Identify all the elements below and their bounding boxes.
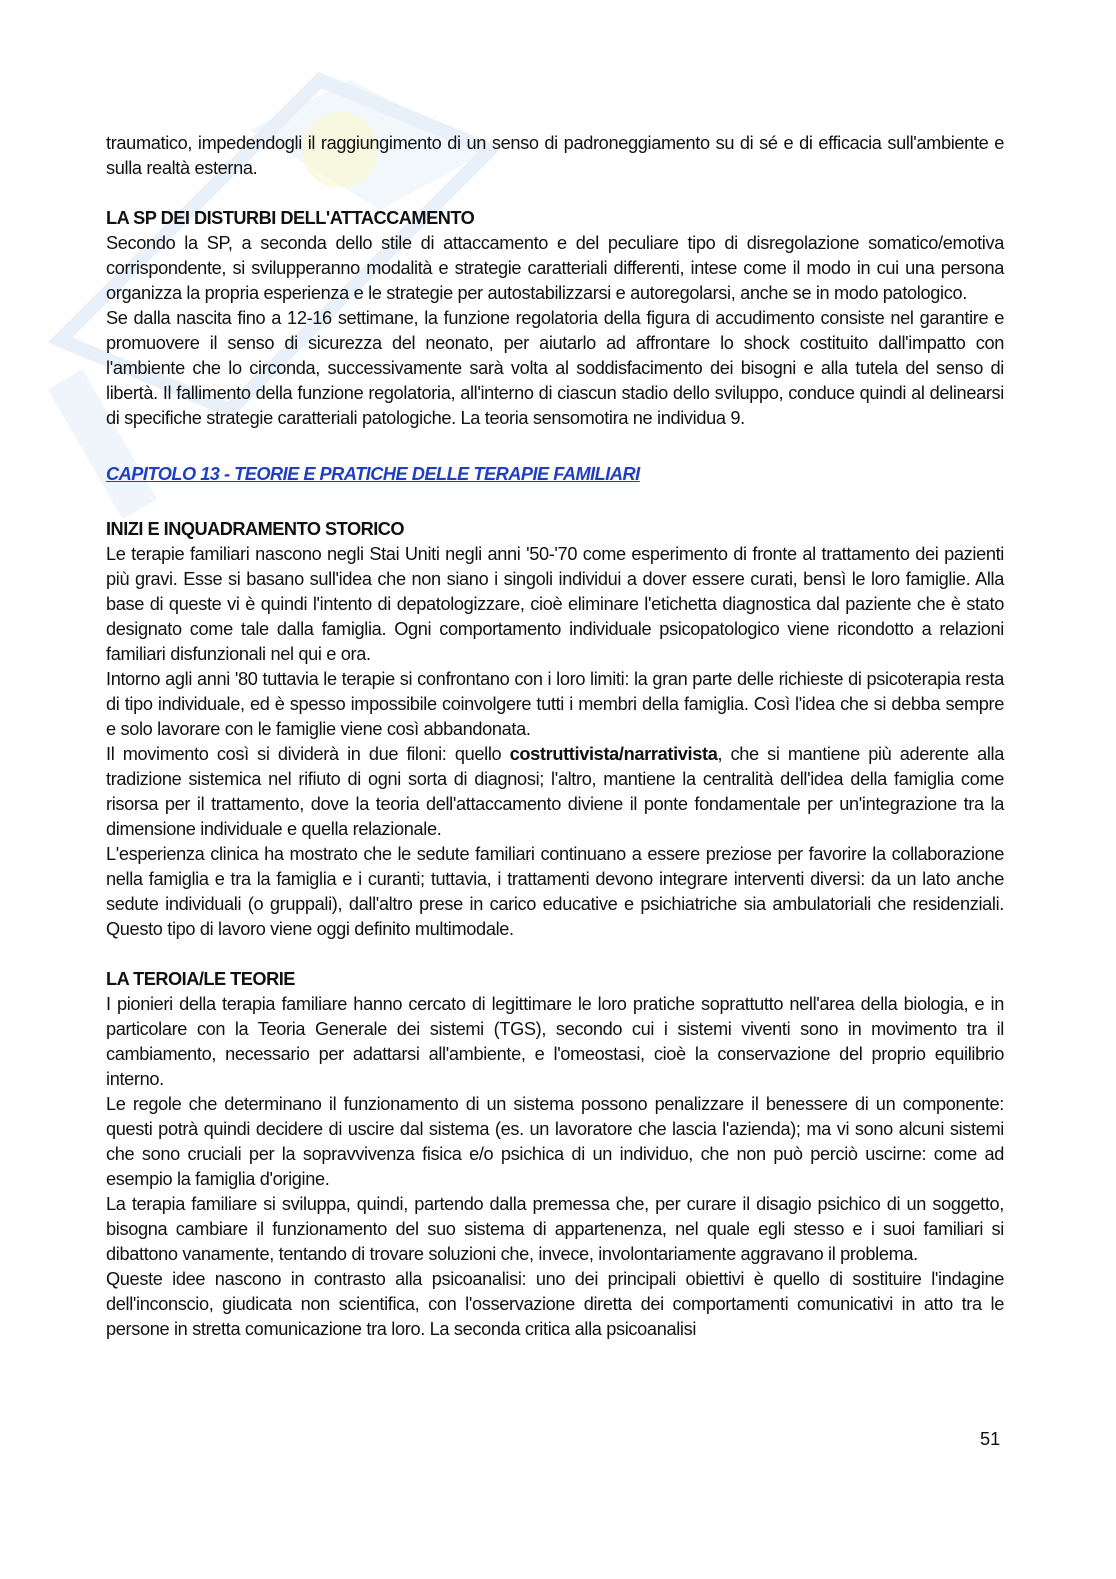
teorie-paragraph-2: Le regole che determinano il funzionamento di un sistema possono penalizzare il benessere di un componente: questi potrà quindi decidere di uscire dal sistema (es. un lavoratore che lascia l'azienda); ma vi sono alcuni sistemi che sono cruciali per la sopravvivenza fisica e/o psichica di un individuo, che non può perciò uscirne: come ad esempio la famiglia d'origine. [106,1094,1004,1189]
section-heading-teorie: LA TEROIA/LE TEORIE [106,969,295,989]
inizi-paragraph-4: L'esperienza clinica ha mostrato che le sedute familiari continuano a essere preziose per favorire la collaborazione nella famiglia e tra la famiglia e i curanti; tuttavia, i trattamenti devono integrare interventi diversi: da un lato anche sedute individuali (o gruppali), dall'altro prese in carico educative e psichiatriche sia ambulatoriali che residenziali. Questo tipo di lavoro viene oggi definito multimodale. [106,844,1004,939]
teorie-paragraph-1: I pionieri della terapia familiare hanno cercato di legittimare le loro pratiche soprattutto nell'area della biologia, e in particolare con la Teoria Generale dei sistemi (TGS), secondo cui i sistemi viventi sono in movimento tra il cambiamento, necessario per adattarsi all'ambiente, e l'omeostasi, cioè la conservazione del proprio equilibrio interno. [106,994,1004,1089]
inizi-p3-before: Il movimento così si dividerà in due filoni: quello [106,744,510,764]
teorie-paragraph-4: Queste idee nascono in contrasto alla psicoanalisi: uno dei principali obiettivi è quello di sostituire l'indagine dell'inconscio, giudicata non scientifica, con l'osservazione diretta dei comportamenti comunicativi in atto tra le persone in stretta comunicazione tra loro. La seconda critica alla psicoanalisi [106,1269,1004,1339]
inizi-paragraph-1: Le terapie familiari nascono negli Stai Uniti negli anni '50-'70 come esperimento di fronte al trattamento dei pazienti più gravi. Esse si basano sull'idea che non siano i singoli individui a dover essere curati, bensì le loro famiglie. Alla base di queste vi è quindi l'intento di depatologizzare, cioè eliminare l'etichetta diagnostica dal paziente che è stato designato come tale dalla famiglia. Ogni comportamento individuale psicopatologico viene ricondotto a relazioni familiari disfunzionali nel qui e ora. [106,544,1004,664]
chapter-title-link[interactable]: CAPITOLO 13 - TEORIE E PRATICHE DELLE TERAPIE FAMILIARI [106,464,640,484]
inizi-p3-bold: costruttivista/narrativista [509,744,718,764]
intro-paragraph: traumatico, impedendogli il raggiungimento di un senso di padroneggiamento su di sé e di efficacia sull'ambiente e sulla realtà esterna. [106,133,1004,178]
inizi-paragraph-3 [106,742,1004,842]
section-heading-inizi: INIZI E INQUADRAMENTO STORICO [106,519,405,539]
sp-paragraph-2: Se dalla nascita fino a 12-16 settimane, la funzione regolatoria della figura di accudimento consiste nel garantire e promuovere il senso di sicurezza del neonato, per aiutarlo ad affrontare lo shock costituito dall'impatto con l'ambiente che lo circonda, successivamente sarà volta al soddisfacimento dei bisogni e alla tutela del senso di libertà. Il fallimento della funzione regolatoria, all'interno di ciascun stadio dello sviluppo, conduce quindi al delinearsi di specifiche strategie caratteriali patologiche. La teoria sensomotira ne individua 9. [106,308,1004,428]
inizi-p3-after: , che si mantiene più aderente alla tradizione sistemica nel rifiuto di ogni sorta di diagnosi; l'altro, mantiene la centralità dell'idea della famiglia come risorsa per il trattamento, dove la teoria dell'attaccamento diviene il ponte fondamentale per un'integrazione tra la dimensione individuale e quella relazionale. [106,744,1004,839]
page-number: 51 [980,1429,1001,1449]
section-heading-sp: LA SP DEI DISTURBI DELL'ATTACCAMENTO [106,208,475,228]
teorie-paragraph-3: La terapia familiare si sviluppa, quindi, partendo dalla premessa che, per curare il disagio psichico di un soggetto, bisogna cambiare il funzionamento del suo sistema di appartenenza, nel quale egli stesso e i suoi familiari si dibattono vanamente, tentando di trovare soluzioni che, invece, involontariamente aggravano il problema. [106,1194,1004,1264]
inizi-paragraph-2: Intorno agli anni '80 tuttavia le terapie si confrontano con i loro limiti: la gran parte delle richieste di psicoterapia resta di tipo individuale, ed è spesso impossibile coinvolgere tutti i membri della famiglia. Così l'idea che si debba sempre e solo lavorare con le famiglie viene così abbandonata. [106,669,1004,739]
sp-paragraph-1: Secondo la SP, a seconda dello stile di attaccamento e del peculiare tipo di disregolazione somatico/emotiva corrispondente, si svilupperanno modalità e strategie caratteriali differenti, intese come il modo in cui una persona organizza la propria esperienza e le strategie per autostabilizzarsi e autoregolarsi, anche se in modo patologico. [106,233,1004,303]
document-page [106,131,1004,1342]
